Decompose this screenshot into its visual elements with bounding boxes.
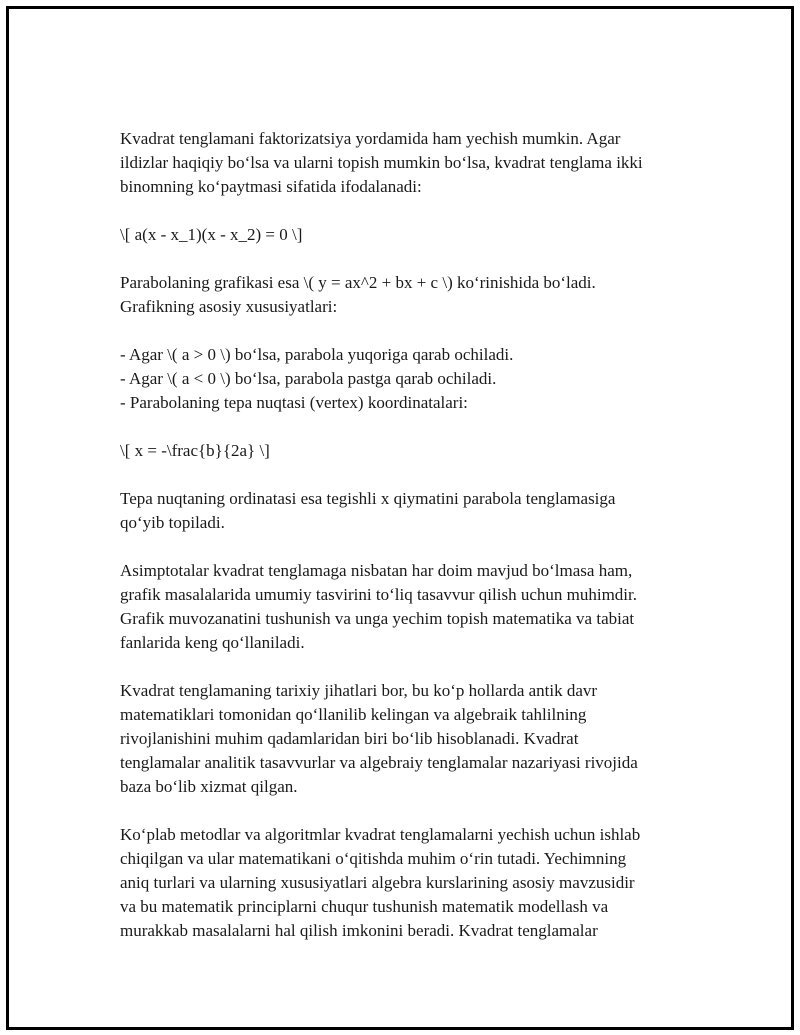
paragraph-line: Parabolaning grafikasi esa \( y = ax^2 + bx + c \) ko‘rinishida bo‘ladi. [120,273,596,292]
block-spacer [120,415,700,439]
block-spacer [120,319,700,343]
list-line: - Parabolaning tepa nuqtasi (vertex) koordinatalari: [120,393,468,412]
formula-block [120,439,700,463]
list-line: - Agar \( a > 0 \) bo‘lsa, parabola yuqoriga qarab ochiladi. [120,345,514,364]
paragraph-line: Grafikning asosiy xususiyatlari: [120,297,338,316]
paragraph-line: baza bo‘lib xizmat qilgan. [120,777,298,796]
paragraph-block [120,559,700,655]
paragraph-block [120,127,700,199]
formula-block [120,223,700,247]
block-spacer [120,199,700,223]
list-block [120,343,700,415]
block-spacer [120,535,700,559]
paragraph-line: grafik masalalarida umumiy tasvirini to‘liq tasavvur qilish uchun muhimdir. [120,585,637,604]
page-body [120,127,700,943]
block-spacer [120,655,700,679]
paragraph-line: Asimptotalar kvadrat tenglamaga nisbatan har doim mavjud bo‘lmasa ham, [120,561,633,580]
block-spacer [120,799,700,823]
block-spacer [120,247,700,271]
paragraph-line: Tepa nuqtaning ordinatasi esa tegishli x qiymatini parabola tenglamasiga [120,489,616,508]
paragraph-line: Grafik muvozanatini tushunish va unga yechim topish matematika va tabiat [120,609,635,628]
formula-line: \[ x = -\frac{b}{2a} \] [120,441,270,460]
paragraph-block [120,271,700,319]
paragraph-line: va bu matematik principlarni chuqur tushunish matematik modellash va [120,897,609,916]
paragraph-line: rivojlanishini muhim qadamlaridan biri bo‘lib hisoblanadi. Kvadrat [120,729,579,748]
formula-line: \[ a(x - x_1)(x - x_2) = 0 \] [120,225,303,244]
paragraph-line: matematiklari tomonidan qo‘llanilib kelingan va algebraik tahlilning [120,705,587,724]
paragraph-line: Kvadrat tenglamaning tarixiy jihatlari bor, bu ko‘p hollarda antik davr [120,681,598,700]
paragraph-block [120,679,700,799]
block-spacer [120,463,700,487]
paragraph-line: binomning ko‘paytmasi sifatida ifodalanadi: [120,177,422,196]
paragraph-line: ildizlar haqiqiy bo‘lsa va ularni topish mumkin bo‘lsa, kvadrat tenglama ikki [120,153,643,172]
list-line: - Agar \( a < 0 \) bo‘lsa, parabola pastga qarab ochiladi. [120,369,497,388]
paragraph-line: qo‘yib topiladi. [120,513,225,532]
paragraph-line: fanlarida keng qo‘llaniladi. [120,633,305,652]
paragraph-line: chiqilgan va ular matematikani o‘qitishda muhim o‘rin tutadi. Yechimning [120,849,627,868]
paragraph-line: Ko‘plab metodlar va algoritmlar kvadrat tenglamalarni yechish uchun ishlab [120,825,641,844]
paragraph-line: Kvadrat tenglamani faktorizatsiya yordamida ham yechish mumkin. Agar [120,129,621,148]
paragraph-line: tenglamalar analitik tasavvurlar va algebraiy tenglamalar nazariyasi rivojida [120,753,638,772]
paragraph-block [120,823,700,943]
paragraph-block [120,487,700,535]
paragraph-line: murakkab masalalarni hal qilish imkonini beradi. Kvadrat tenglamalar [120,921,598,940]
paragraph-line: aniq turlari va ularning xususiyatlari algebra kurslarining asosiy mavzusidir [120,873,635,892]
page-frame [6,6,794,1030]
